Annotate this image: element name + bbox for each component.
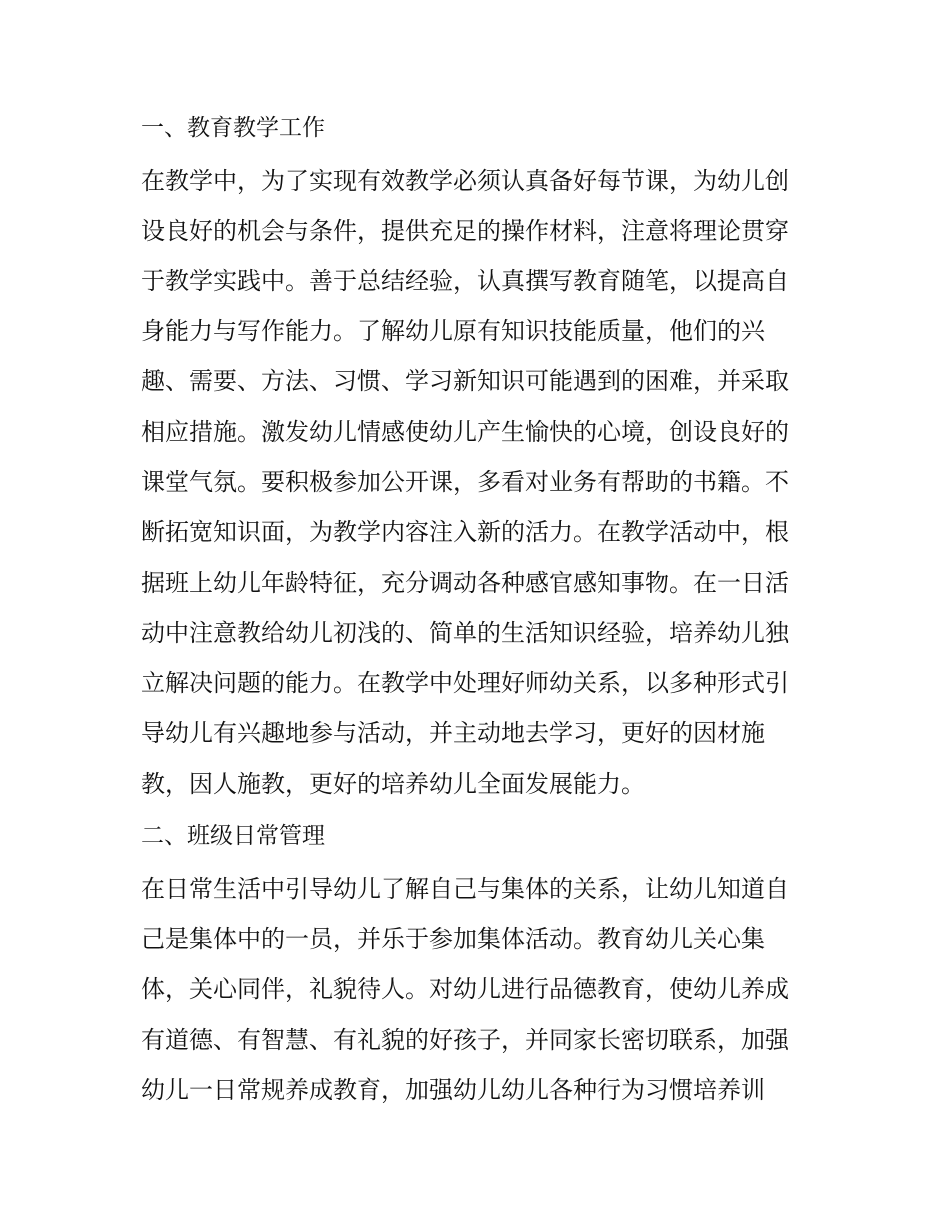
paragraph-line: 课堂气氛。要积极参加公开课，多看对业务有帮助的书籍。不 [141, 468, 789, 496]
paragraph-line: 有道德、有智慧、有礼貌的好孩子，并同家长密切联系，加强 [141, 1026, 789, 1054]
section-heading-2: 二、班级日常管理 [141, 823, 325, 849]
paragraph-line: 在教学中，为了实现有效教学必须认真备好每节课，为幼儿创 [141, 167, 789, 195]
paragraph-line: 在日常生活中引导幼儿了解自己与集体的关系，让幼儿知道自 [141, 875, 789, 903]
paragraph-line: 趣、需要、方法、习惯、学习新知识可能遇到的困难，并采取 [141, 367, 789, 395]
paragraph-line: 于教学实践中。善于总结经验，认真撰写教育随笔，以提高自 [141, 267, 789, 295]
paragraph-line: 据班上幼儿年龄特征，充分调动各种感官感知事物。在一日活 [141, 569, 789, 597]
section-heading-1: 一、教育教学工作 [141, 115, 325, 141]
paragraph-line: 教，因人施教，更好的培养幼儿全面发展能力。 [141, 770, 645, 798]
paragraph-line: 设良好的机会与条件，提供充足的操作材料，注意将理论贯穿 [141, 217, 789, 245]
paragraph-line: 身能力与写作能力。了解幼儿原有知识技能质量，他们的兴 [141, 317, 765, 345]
paragraph-line: 体，关心同伴，礼貌待人。对幼儿进行品德教育，使幼儿养成 [141, 975, 789, 1003]
paragraph-line: 立解决问题的能力。在教学中处理好师幼关系，以多种形式引 [141, 669, 789, 697]
paragraph-line: 己是集体中的一员，并乐于参加集体活动。教育幼儿关心集 [141, 925, 765, 953]
paragraph-line: 相应措施。激发幼儿情感使幼儿产生愉快的心境，创设良好的 [141, 418, 789, 446]
paragraph-line: 幼儿一日常规养成教育，加强幼儿幼儿各种行为习惯培养训 [141, 1076, 765, 1104]
paragraph-line: 动中注意教给幼儿初浅的、简单的生活知识经验，培养幼儿独 [141, 619, 789, 647]
paragraph-line: 导幼儿有兴趣地参与活动，并主动地去学习，更好的因材施 [141, 719, 765, 747]
paragraph-line: 断拓宽知识面，为教学内容注入新的活力。在教学活动中，根 [141, 518, 789, 546]
